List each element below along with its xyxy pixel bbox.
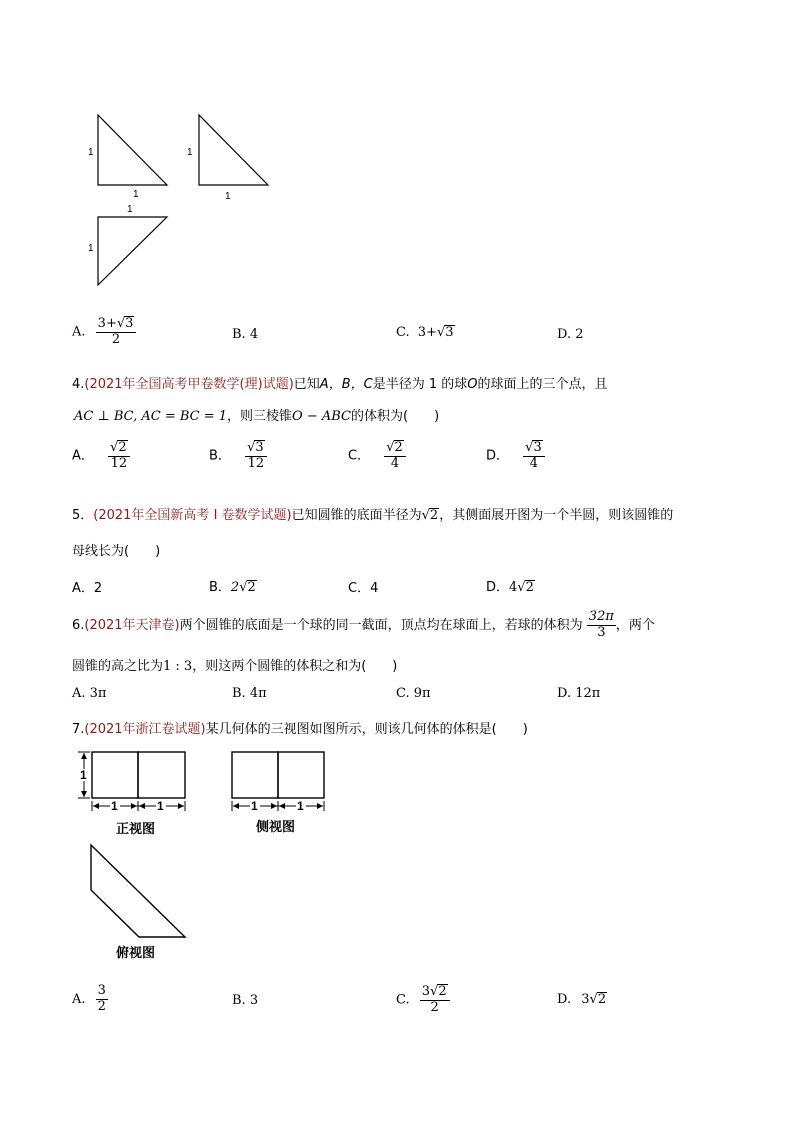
q4-option-b[interactable] xyxy=(209,440,267,472)
option-label: D． xyxy=(486,448,510,464)
q7-dim-height: 1 xyxy=(80,768,87,782)
q5-d-radicand: 2 xyxy=(525,580,534,595)
q5-source: (2021年全国新高考 I 卷数学试题) xyxy=(93,508,292,523)
q3-label-2-bottom: 1 xyxy=(225,191,231,202)
q6-option-b[interactable]: B. 4π xyxy=(232,686,267,701)
q7-stem xyxy=(72,718,528,737)
q5-text: 已知圆锥的底面半径为 xyxy=(291,508,422,523)
q7-source: (2021年浙江卷试题) xyxy=(84,722,206,737)
q7-top-view xyxy=(91,845,185,937)
q3-triangle-2 xyxy=(199,115,268,185)
q7-c-radicand: 2 xyxy=(438,984,447,999)
q7-number: 7. xyxy=(72,722,85,737)
option-label: A. xyxy=(72,991,86,1007)
q7-dim-w2: 1 xyxy=(157,799,164,813)
option-label: C． xyxy=(348,448,371,464)
q6-frac-numerator: 32π xyxy=(588,609,614,624)
q4-option-d[interactable] xyxy=(486,440,545,472)
q3-three-view-figure xyxy=(80,105,290,295)
q6-number: 6. xyxy=(72,617,85,633)
q5-option-c[interactable]: C．4 xyxy=(348,581,379,596)
q7-d-prefix: 3 xyxy=(581,992,590,1007)
q4-text: 已知 xyxy=(293,377,320,392)
q3-option-a-fraction: $\frac{3+√3}{2}$ xyxy=(96,316,137,348)
q6-option-d[interactable]: D. 12π xyxy=(557,686,601,701)
q3-label-2-left: 1 xyxy=(187,147,193,158)
q4-var-o: O xyxy=(467,377,478,392)
q5-b-radicand: 2 xyxy=(247,580,256,595)
q3-c-radicand: 3 xyxy=(445,325,454,340)
option-label: D． xyxy=(486,580,510,595)
q7-front-caption: 正视图 xyxy=(116,821,156,836)
q4-math: AC ⊥ BC, AC = BC = 1 xyxy=(74,409,228,424)
q7-dim-w4: 1 xyxy=(297,799,304,813)
q7-side-view-right xyxy=(278,752,324,798)
q7-front-view-right xyxy=(138,752,185,798)
option-label: C. xyxy=(396,992,410,1008)
q7-option-a[interactable] xyxy=(72,984,108,1015)
q7-dim-w1: 1 xyxy=(111,799,118,813)
q3-triangle-1 xyxy=(98,115,167,185)
q4-stem-line1 xyxy=(72,373,607,392)
q3-option-b[interactable]: B. 4 xyxy=(232,327,259,342)
q5-text: ，其侧面展开图为一个半圆，则该圆锥的 xyxy=(439,508,674,523)
q5-option-d[interactable]: D．4√2 xyxy=(486,580,534,595)
q4-c-denominator: 4 xyxy=(390,455,400,471)
q4-stem-line2 xyxy=(74,405,439,424)
q7-a-denominator: 2 xyxy=(97,998,106,1014)
q4-option-a[interactable] xyxy=(72,440,130,472)
option-label: B． xyxy=(209,448,231,464)
q6-text: 两个圆锥的底面是一个球的同一截面，顶点均在球面上，若球的体积为 xyxy=(179,617,583,633)
q7-front-view-left xyxy=(92,752,138,798)
q4-a-radicand: 2 xyxy=(118,440,127,455)
q7-option-c[interactable] xyxy=(396,984,450,1016)
q5-stem-line2: 母线长为( ) xyxy=(72,544,161,559)
q4-a-denominator: 12 xyxy=(110,455,128,471)
q4-b-radicand: 3 xyxy=(255,440,264,455)
option-label: D. xyxy=(557,992,572,1007)
q5-stem-line1: 5．(2021年全国新高考 I 卷数学试题)已知圆锥的底面半径为√2，其侧面展开图为一个半圆，则该圆锥的 xyxy=(72,508,674,523)
q4-number: 4. xyxy=(72,377,85,392)
q3-label-1-left: 1 xyxy=(88,147,94,158)
q4-vars: A，B，C xyxy=(319,377,373,392)
q4-text: 是半径为 1 的球 xyxy=(372,377,468,392)
q4-d-fraction: $\frac{√3}{4}$ xyxy=(523,440,545,472)
q7-three-view-figure xyxy=(70,745,340,965)
q7-c-prefix: 3 xyxy=(421,984,431,999)
q3-a-denominator: 2 xyxy=(111,331,121,347)
q4-option-c[interactable] xyxy=(348,440,406,472)
q4-text: 的体积为( ) xyxy=(351,409,440,424)
q5-d-prefix: 4 xyxy=(509,580,518,595)
q3-label-3-left: 1 xyxy=(88,243,94,254)
q4-source: (2021年全国高考甲卷数学(理)试题) xyxy=(84,377,294,392)
q6-text: 圆锥的高之比为 xyxy=(72,659,164,674)
q7-side-caption: 侧视图 xyxy=(256,819,296,834)
q7-d-radicand: 2 xyxy=(597,992,607,1007)
option-label: B． xyxy=(209,580,231,595)
q6-stem-line1 xyxy=(72,610,655,641)
option-label: A. xyxy=(72,324,86,340)
q3-triangle-3 xyxy=(98,217,167,285)
q6-frac-denominator: 3 xyxy=(597,624,606,640)
q5-number: 5． xyxy=(72,508,94,523)
q4-math: O − ABC xyxy=(292,409,351,424)
q7-top-caption: 俯视图 xyxy=(116,945,156,960)
q4-b-denominator: 12 xyxy=(247,455,265,471)
q6-source: (2021年天津卷) xyxy=(84,617,180,633)
q3-label-1-bottom: 1 xyxy=(133,189,139,200)
q7-dim-w3: 1 xyxy=(251,799,258,813)
q4-b-fraction: $\frac{√3}{12}$ xyxy=(245,440,267,472)
q7-a-numerator: 3 xyxy=(97,983,106,998)
q4-text: 的球面上的三个点，且 xyxy=(477,377,608,392)
q7-text: 某几何体的三视图如图所示，则该几何体的体积是( ) xyxy=(205,722,528,737)
q7-option-d[interactable]: D. 3√2 xyxy=(557,992,607,1007)
q6-option-a[interactable]: A. 3π xyxy=(72,686,107,701)
q5-option-a[interactable]: A．2 xyxy=(72,581,103,596)
q7-c-denominator: 2 xyxy=(430,999,439,1015)
q6-text: ，则这两个圆锥的体积之和为( ) xyxy=(192,659,398,674)
q6-stem-line2 xyxy=(72,655,397,674)
q3-label-3-top: 1 xyxy=(127,204,133,215)
q4-a-fraction: $\frac{√2}{12}$ xyxy=(108,440,130,472)
q6-option-c[interactable]: C. 9π xyxy=(396,686,431,701)
q6-ratio: 1 : 3 xyxy=(163,659,193,674)
q4-text: ，则三棱锥 xyxy=(227,409,293,424)
q7-side-view-left xyxy=(232,752,278,798)
q7-option-b[interactable]: B. 3 xyxy=(232,993,259,1008)
q3-c-prefix: 3+ xyxy=(417,325,437,340)
q7-a-fraction xyxy=(96,984,108,1015)
q4-c-radicand: 2 xyxy=(394,440,403,455)
q4-d-denominator: 4 xyxy=(529,455,539,471)
q4-c-fraction: $\frac{√2}{4}$ xyxy=(384,440,406,472)
q3-option-a[interactable] xyxy=(72,316,136,348)
q7-c-fraction: $\frac{3√2}{2}$ xyxy=(420,984,450,1016)
q6-fraction xyxy=(587,610,616,641)
option-label: A． xyxy=(72,448,94,464)
q3-a-numerator: 3+ xyxy=(97,316,117,331)
q5-radicand: 2 xyxy=(429,508,439,523)
q6-text: ，两个 xyxy=(615,617,655,633)
option-label: C. xyxy=(396,325,410,340)
q3-a-radicand: 3 xyxy=(125,316,134,331)
q3-option-d[interactable]: D. 2 xyxy=(557,327,584,342)
q3-option-c[interactable]: C. 3+√3 xyxy=(396,325,454,340)
q5-b-prefix: 2 xyxy=(230,580,240,595)
q4-d-radicand: 3 xyxy=(533,440,542,455)
q5-option-b[interactable]: B．2√2 xyxy=(209,580,256,595)
